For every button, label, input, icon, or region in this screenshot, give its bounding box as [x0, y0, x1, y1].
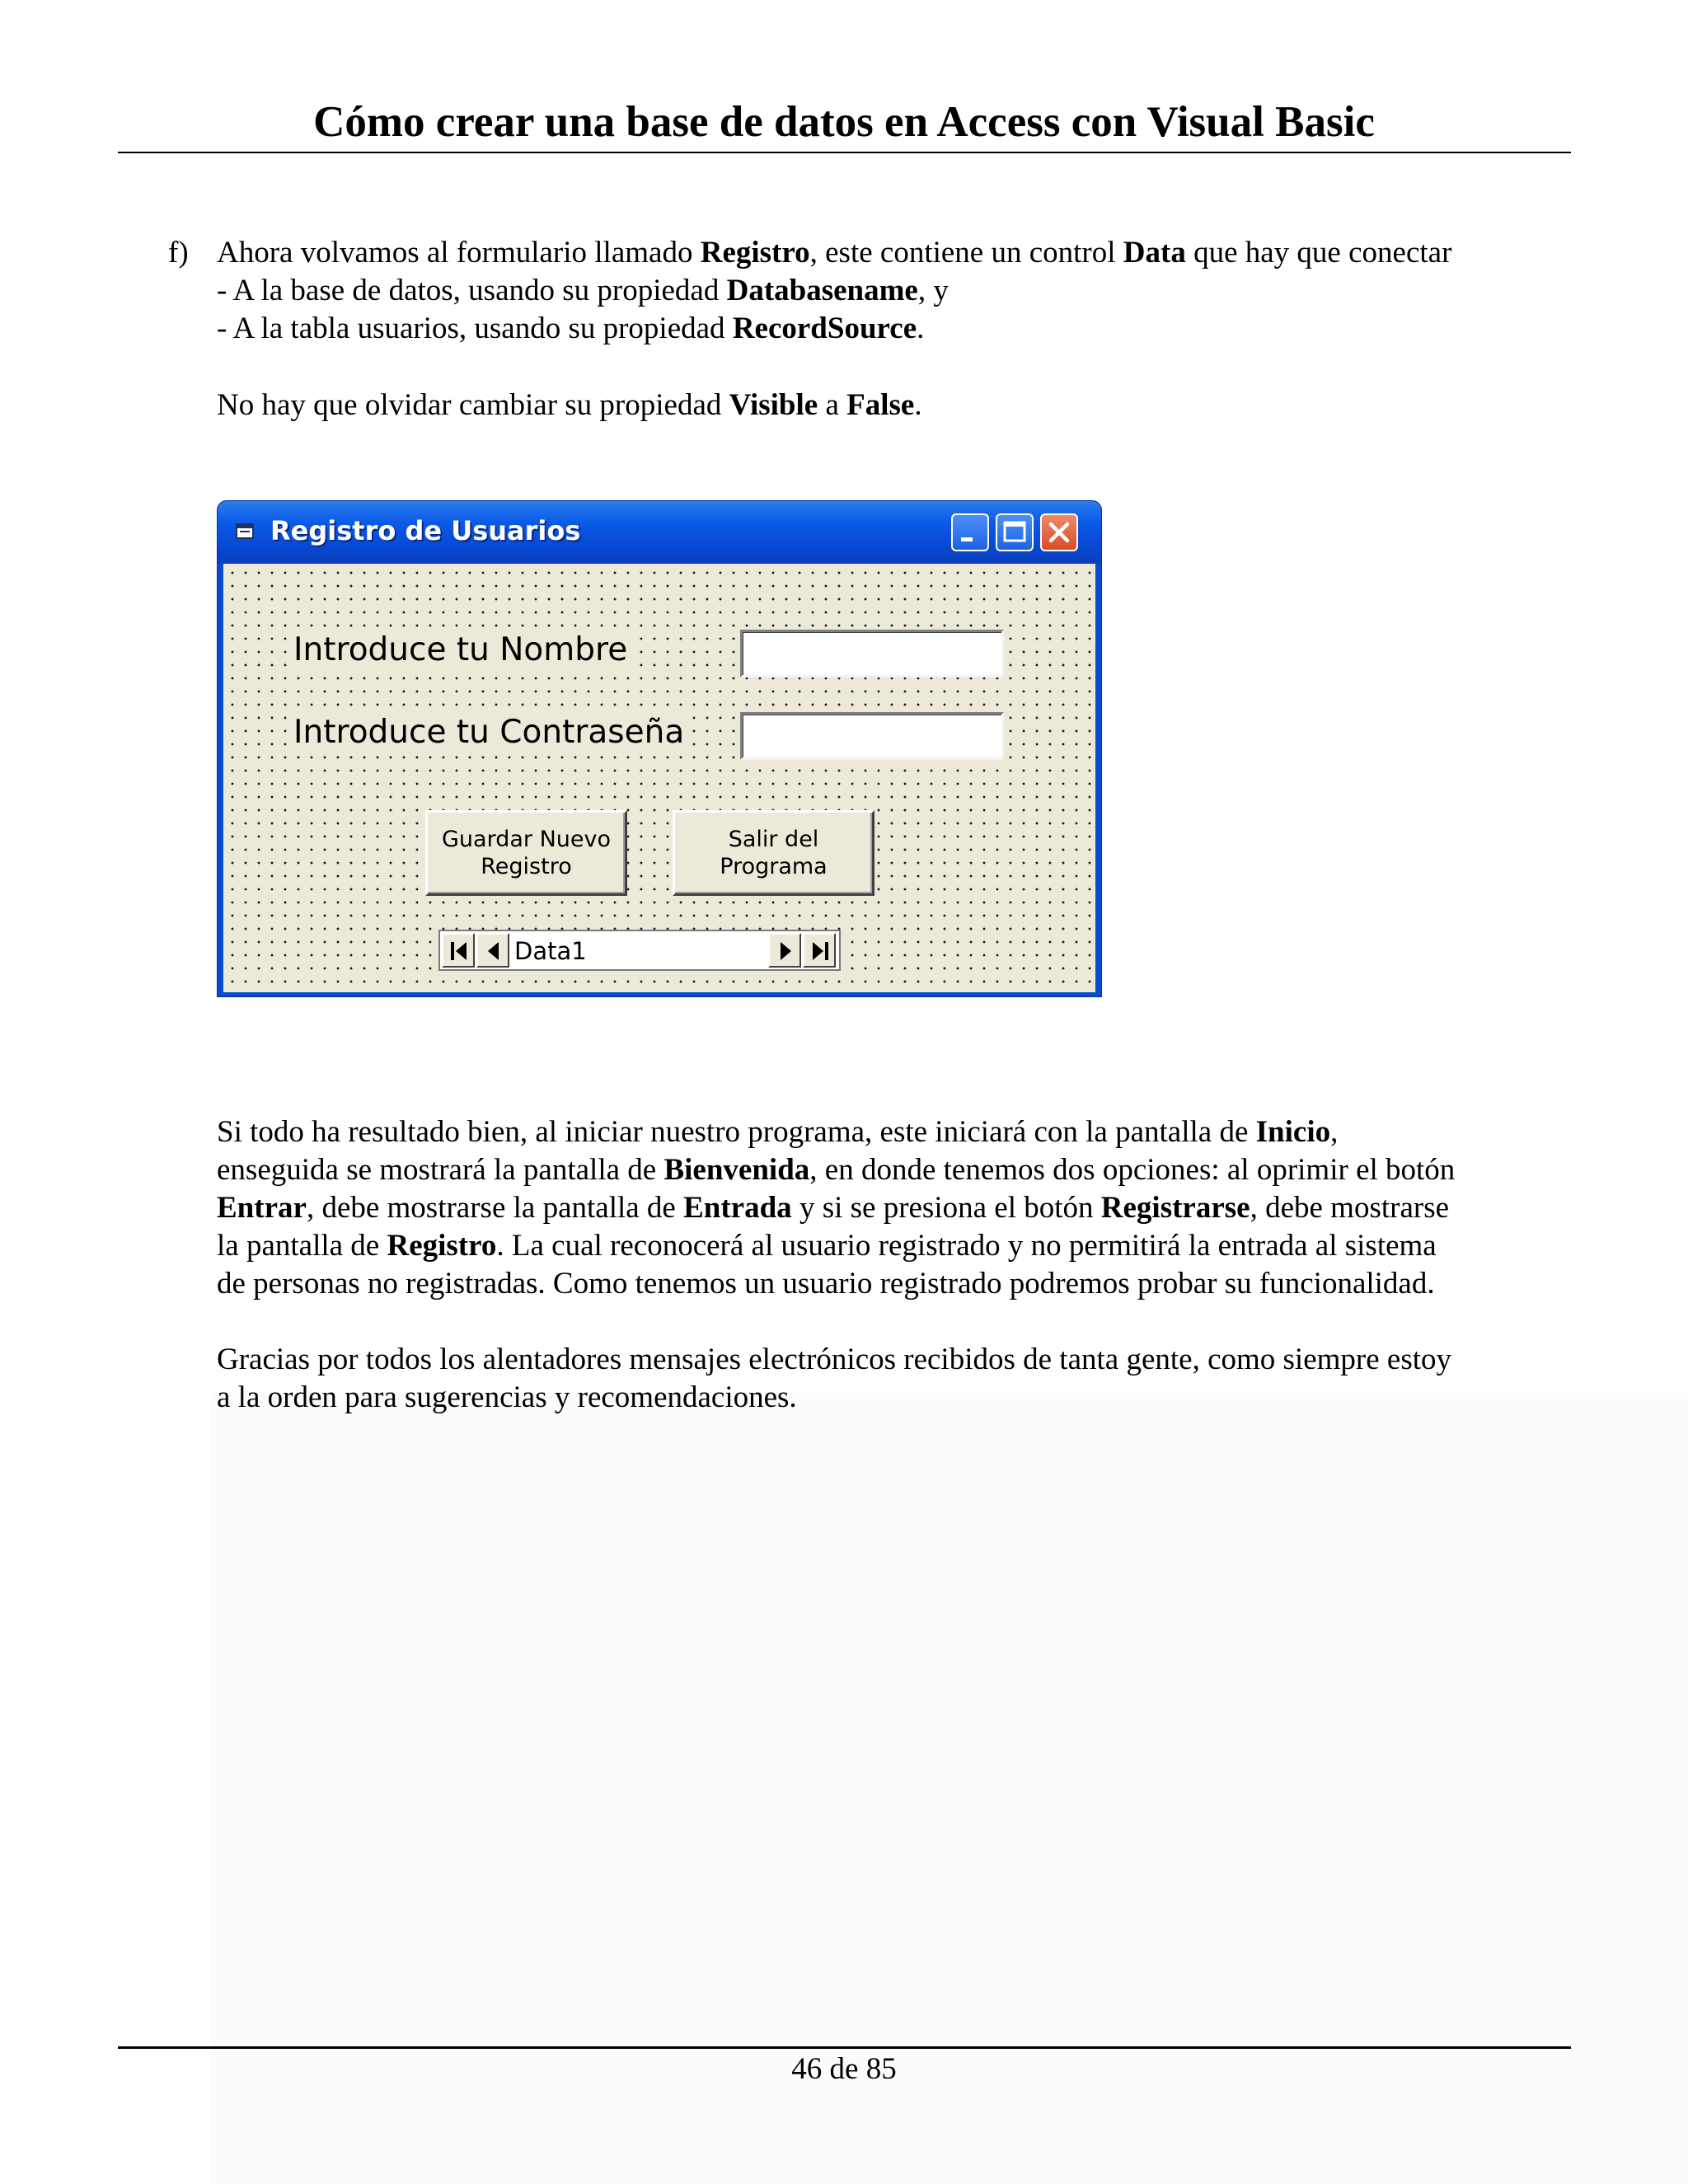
label-nombre: Introduce tu Nombre	[290, 628, 631, 673]
page-number: 46 de 85	[791, 2052, 897, 2086]
list-item-marker: f)	[168, 236, 189, 269]
contrasena-input[interactable]	[740, 712, 1004, 760]
minimize-button[interactable]	[951, 513, 989, 551]
paragraph-f-line-3: - A la tabla usuarios, usando su propiedad RecordSource.	[217, 312, 925, 345]
close-button[interactable]	[1040, 513, 1078, 551]
maximize-icon	[997, 515, 1032, 550]
guardar-nuevo-registro-button[interactable]: Guardar Nuevo Registro	[425, 810, 627, 896]
maximize-button[interactable]	[996, 513, 1034, 551]
footer-rule	[118, 2046, 1571, 2049]
minimize-icon	[953, 515, 987, 550]
summary-line-1: Si todo ha resultado bien, al iniciar nuestro programa, este iniciará con la pantalla de Inicio,	[217, 1115, 1339, 1149]
thanks-line-1: Gracias por todos los alentadores mensajes electrónicos recibidos de tanta gente, como siempre estoy	[217, 1343, 1452, 1376]
visible-property-note: No hay que olvidar cambiar su propiedad Visible a False.	[217, 388, 922, 422]
salir-del-programa-button[interactable]: Salir del Programa	[673, 810, 874, 896]
summary-line-3: Entrar, debe mostrarse la pantalla de Entrada y si se presiona el botón Registrarse, debe mostrarse	[217, 1191, 1450, 1225]
first-record-icon	[450, 941, 468, 961]
summary-line-5: de personas no registradas. Como tenemos un usuario registrado podremos probar su funcionalidad.	[217, 1267, 1435, 1301]
first-record-button[interactable]	[442, 933, 475, 968]
paragraph-f-line-1: Ahora volvamos al formulario llamado Registro, este contiene un control Data que hay que conectar	[217, 236, 1452, 269]
paragraph-f-line-2: - A la base de datos, usando su propiedad Databasename, y	[217, 274, 949, 307]
summary-line-2: enseguida se mostrará la pantalla de Bienvenida, en donde tenemos dos opciones: al oprimir el botón	[217, 1153, 1456, 1187]
label-contrasena: Introduce tu Contraseña	[290, 710, 687, 755]
next-record-button[interactable]	[768, 933, 801, 968]
data-control-caption: Data1	[514, 937, 587, 965]
close-icon	[1042, 515, 1076, 550]
previous-record-button[interactable]	[476, 933, 509, 968]
window-titlebar[interactable]	[218, 501, 1101, 564]
next-record-icon	[776, 941, 795, 961]
last-record-button[interactable]	[803, 933, 836, 968]
previous-record-icon	[485, 941, 503, 961]
window-title: Registro de Usuarios	[270, 515, 581, 546]
form-icon	[236, 523, 256, 541]
header-rule	[118, 152, 1571, 153]
document-title: Cómo crear una base de datos en Access con Visual Basic	[313, 98, 1375, 146]
thanks-line-2: a la orden para sugerencias y recomendaciones.	[217, 1380, 797, 1414]
nombre-input[interactable]	[740, 630, 1004, 677]
summary-line-4: la pantalla de Registro. La cual reconocerá al usuario registrado y no permitirá la entrada al sistema	[217, 1229, 1437, 1263]
data-control[interactable]	[438, 930, 841, 971]
last-record-icon	[811, 941, 829, 961]
